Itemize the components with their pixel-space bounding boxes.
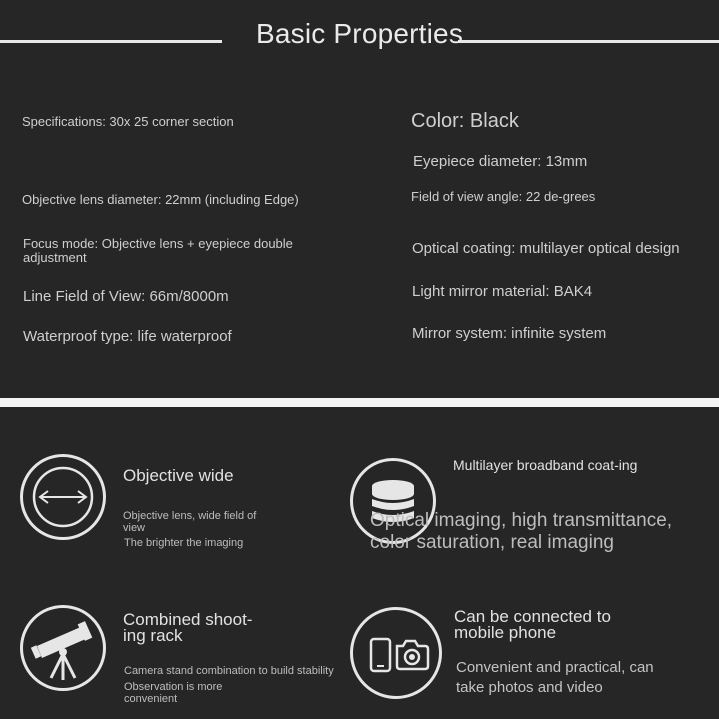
feature-coating-desc: Optical imaging, high transmittance, color saturation, real imaging [370,510,673,553]
spec-mirror-system: Mirror system: infinite system [412,325,607,342]
section-divider [0,398,719,407]
spec-color: Color: Black [411,110,519,132]
section-title: Basic Properties [255,18,464,49]
spec-optical-coating: Optical coating: multilayer optical design [412,240,680,257]
spec-waterproof: Waterproof type: life waterproof [23,328,232,345]
feature-rack-desc-2: Observation is more convenient [124,681,223,705]
spec-fov-angle: Field of view angle: 22 de-grees [411,189,596,204]
feature-objective-desc-2: The brighter the imaging [124,537,244,549]
feature-phone-desc: Convenient and practical, can take photos and video [456,659,654,696]
spec-focus-mode: Focus mode: Objective lens + eyepiece double adjustment [23,236,293,265]
phone-camera-icon [350,607,442,699]
feature-objective-desc: Objective lens, wide field of view [123,510,257,534]
spec-specifications: Specifications: 30x 25 corner section [22,114,234,129]
spec-mirror-material: Light mirror material: BAK4 [412,283,593,300]
telescope-icon [20,605,106,691]
feature-phone-title: Can be connected to mobile phone [454,607,611,642]
spec-line-fov: Line Field of View: 66m/8000m [23,288,229,305]
wide-field-icon [20,454,106,540]
feature-rack-title: Combined shoot-ing rack [123,610,253,645]
spec-objective-diameter: Objective lens diameter: 22mm (including Edge) [22,192,299,207]
feature-objective-title: Objective wide [123,466,234,485]
spec-eyepiece-diameter: Eyepiece diameter: 13mm [413,153,588,170]
feature-coating-title: Multilayer broadband coat-ing [453,457,638,473]
feature-rack-desc: Camera stand combination to build stability [124,665,334,677]
